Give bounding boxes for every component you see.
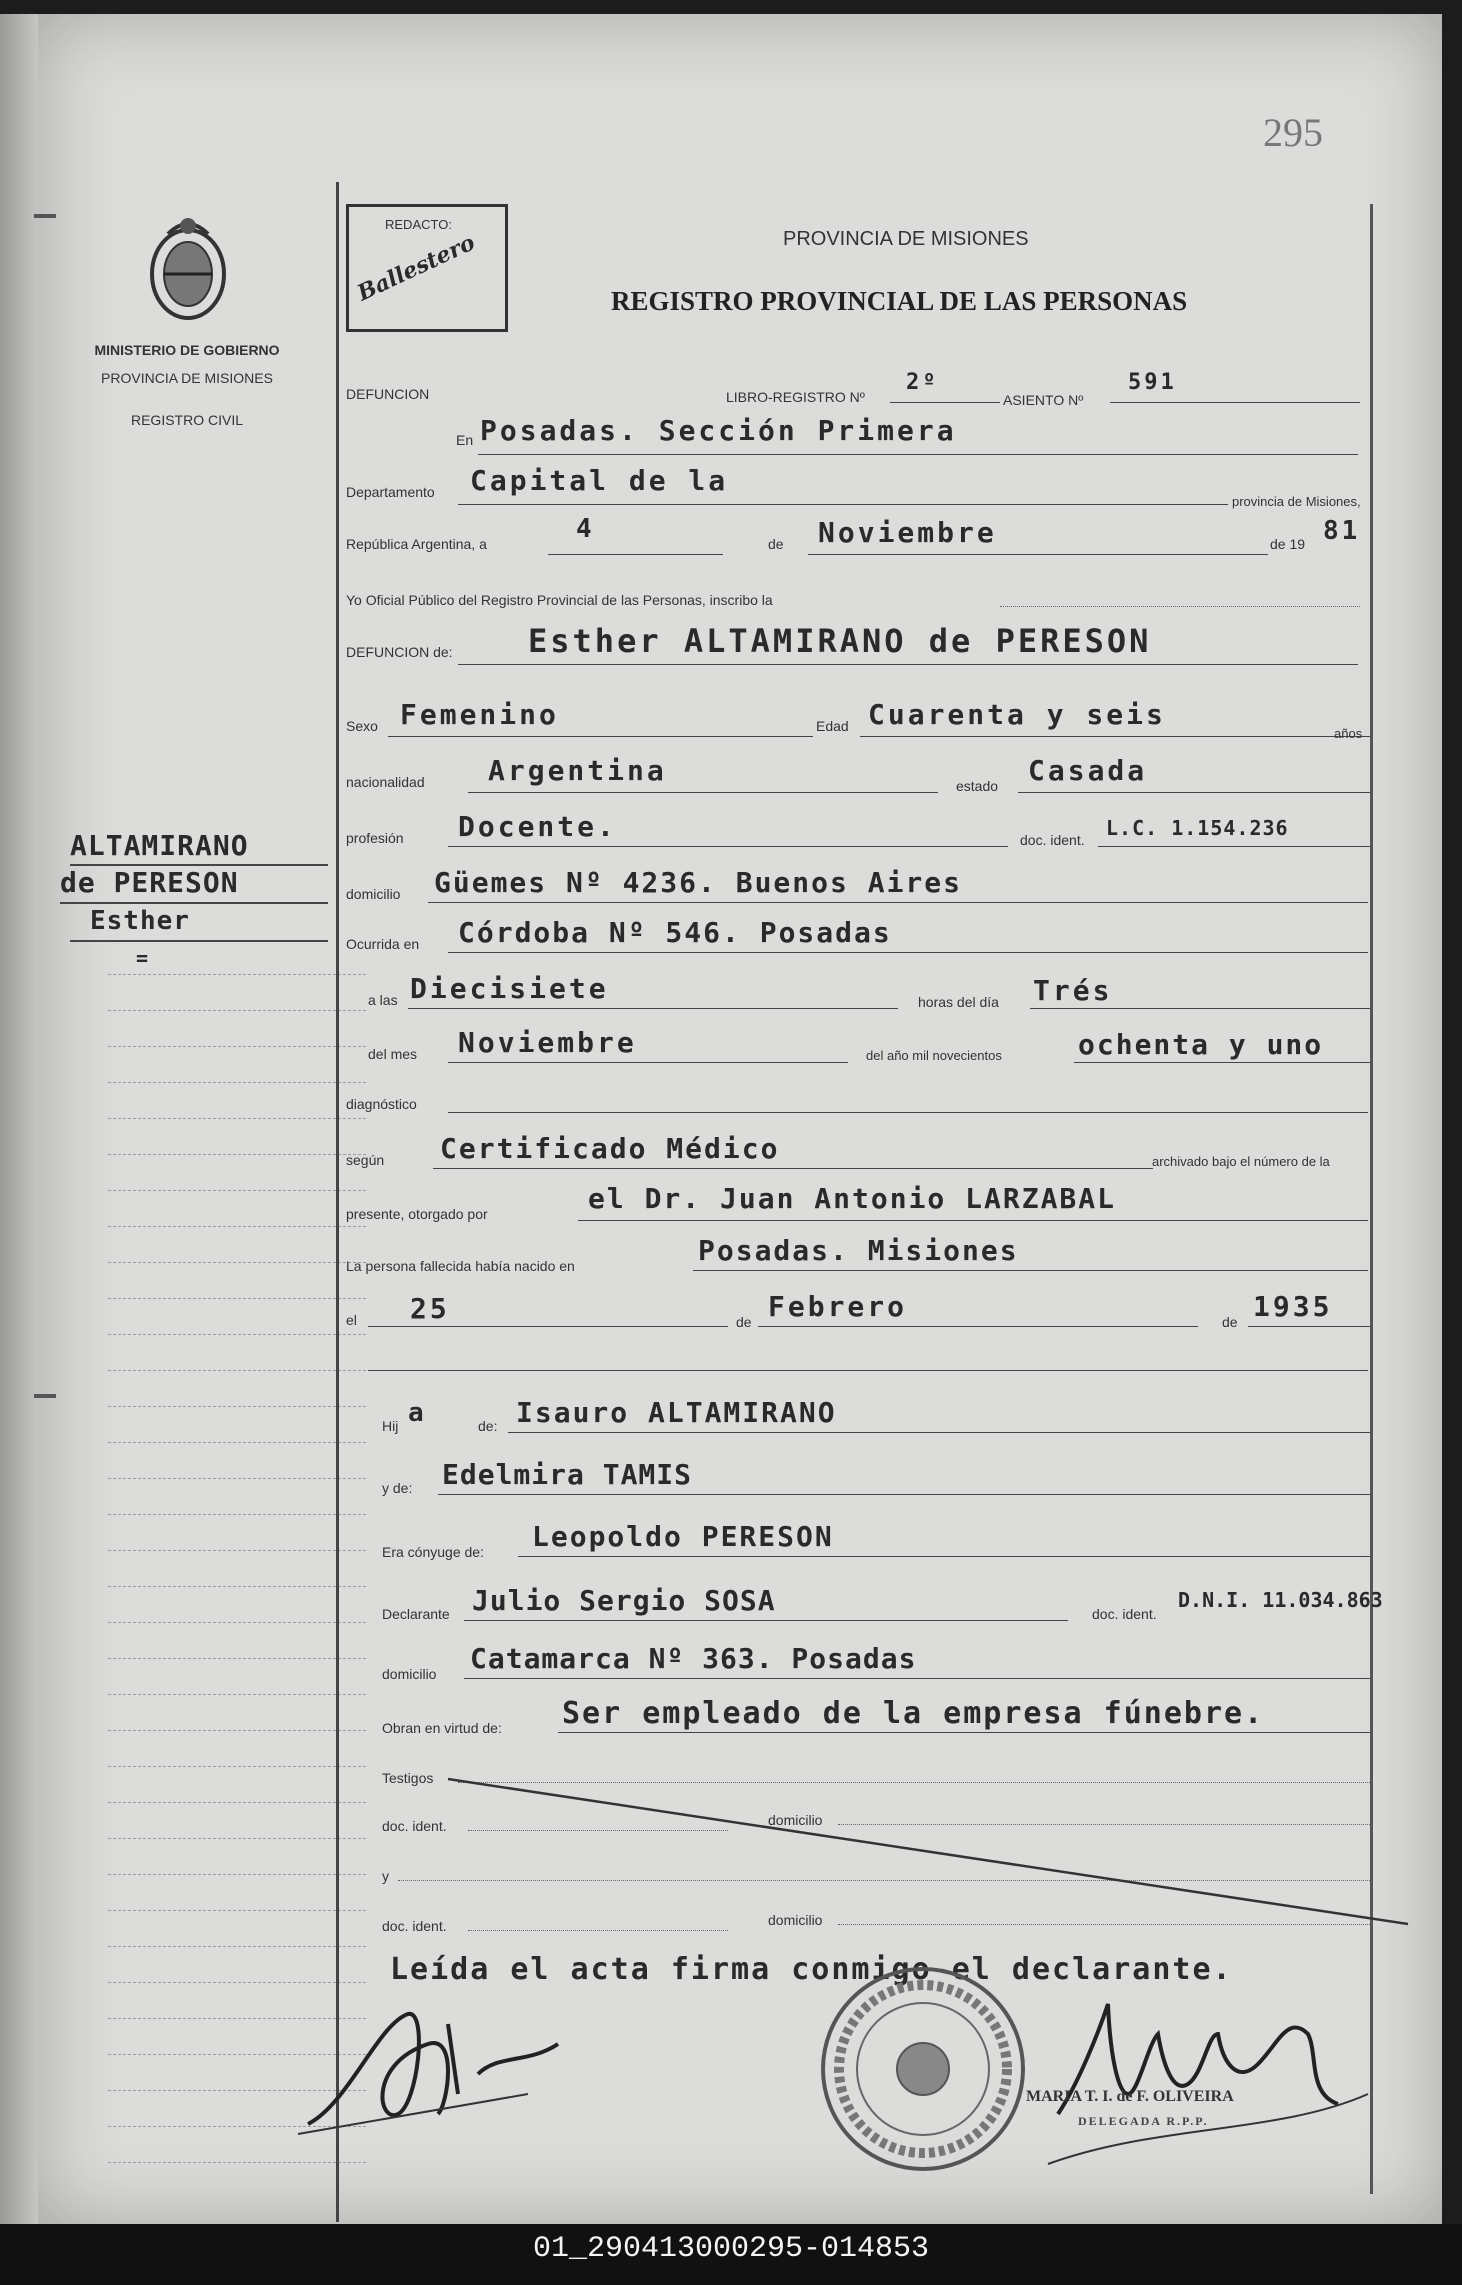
- margin-rule-line: [108, 1514, 366, 1515]
- margin-rule-line: [108, 1406, 366, 1407]
- nac-mes-line: [758, 1326, 1198, 1327]
- segun-value: Certificado Médico: [440, 1132, 780, 1165]
- margin-rule-line: [108, 1010, 366, 1011]
- anio-value: 81: [1323, 516, 1361, 546]
- ocurrida-line: [448, 952, 1368, 953]
- margin-rule-line: [108, 1802, 366, 1803]
- del-mes-value: Noviembre: [458, 1026, 637, 1059]
- horas-value: Trés: [1033, 974, 1113, 1007]
- nac-dia-line: [368, 1326, 728, 1327]
- en-value: Posadas. Sección Primera: [480, 414, 957, 447]
- page-number: 295: [1263, 110, 1323, 155]
- ministry-line-3: REGISTRO CIVIL: [130, 412, 244, 428]
- t-domicilio-label: domicilio: [768, 1812, 823, 1828]
- obran-label: Obran en virtud de:: [382, 1720, 502, 1736]
- margin-rule-line: [108, 1046, 366, 1047]
- margin-rule-line: [108, 1262, 366, 1263]
- conyuge-label: Era cónyuge de:: [382, 1544, 484, 1560]
- doc-ident-label: doc. ident.: [1020, 832, 1085, 848]
- official-seal-icon: [808, 1954, 1038, 2184]
- departamento-label: Departamento: [346, 484, 435, 500]
- ministry-line-2: PROVINCIA DE MISIONES: [101, 370, 273, 386]
- margin-rule-line: [108, 1118, 366, 1119]
- domicilio-label: domicilio: [346, 886, 401, 902]
- testigos-label: Testigos: [382, 1770, 434, 1786]
- segun-line: [433, 1168, 1153, 1169]
- padre-line: [508, 1432, 1370, 1433]
- redacto-label: REDACTO:: [385, 217, 452, 232]
- margin-rule-line: [108, 1910, 366, 1911]
- edad-label: Edad: [816, 718, 849, 734]
- nac-de2-label: de: [1222, 1314, 1238, 1330]
- official-name-stamp: MARIA T. I. de F. OLIVEIRA: [1026, 2088, 1234, 2105]
- asiento-label: ASIENTO Nº: [1003, 392, 1084, 408]
- diagnostico-line: [448, 1112, 1368, 1113]
- diagnostico-label: diagnóstico: [346, 1096, 417, 1112]
- margin-rule-line: [108, 1154, 366, 1155]
- document-page: [38, 14, 1442, 2224]
- estado-label: estado: [956, 778, 999, 794]
- nac-de-label: de: [736, 1314, 752, 1330]
- margin-underline: [70, 940, 328, 942]
- redacto-box: [346, 204, 508, 332]
- official-signature: [1038, 1974, 1378, 2184]
- margin-rule-line: [108, 1946, 366, 1947]
- edad-line: [860, 736, 1370, 737]
- padre-value: Isauro ALTAMIRANO: [516, 1396, 837, 1429]
- nacionalidad-label: nacionalidad: [346, 774, 425, 790]
- margin-rule-line: [108, 1730, 366, 1731]
- libro-line: [890, 402, 1000, 403]
- hij-suffix: a: [408, 1398, 427, 1428]
- margin-rule-line: [108, 1478, 366, 1479]
- margin-rule-line: [108, 1442, 366, 1443]
- presente-label: presente, otorgado por: [346, 1206, 488, 1222]
- nacionalidad-value: Argentina: [488, 754, 667, 787]
- de-19-label: de 19: [1270, 536, 1306, 552]
- margin-rule-line: [108, 1982, 366, 1983]
- el-label: el: [346, 1312, 357, 1328]
- margin-rule-line: [108, 1298, 366, 1299]
- registry-title: REGISTRO PROVINCIAL DE LAS PERSONAS: [611, 286, 1188, 316]
- obran-line: [558, 1732, 1370, 1733]
- madre-value: Edelmira TAMIS: [442, 1458, 693, 1491]
- nac-anio-value: 1935: [1253, 1290, 1333, 1323]
- sexo-value: Femenino: [400, 698, 559, 731]
- profesion-label: profesión: [346, 830, 404, 846]
- margin-rule-line: [108, 1658, 366, 1659]
- sexo-line: [388, 736, 813, 737]
- profesion-value: Docente.: [458, 810, 617, 843]
- margin-surname: ALTAMIRANO: [70, 829, 249, 862]
- coat-of-arms-icon: [146, 214, 230, 324]
- conyuge-line: [518, 1556, 1370, 1557]
- margin-first-name: Esther: [90, 906, 190, 936]
- republica-label: República Argentina, a: [346, 536, 487, 552]
- oficial-dots: [1000, 606, 1360, 607]
- sexo-label: Sexo: [346, 718, 378, 734]
- margin-rule-line: [108, 1766, 366, 1767]
- provincia-suffix: provincia de Misiones,: [1232, 494, 1361, 509]
- declarante-value: Julio Sergio SOSA: [472, 1584, 776, 1617]
- margin-mark: =: [136, 946, 152, 970]
- redacto-signature: Ballestero: [353, 229, 479, 307]
- binding-mark: [34, 214, 56, 218]
- decl-domicilio-value: Catamarca Nº 363. Posadas: [470, 1642, 917, 1675]
- province-header: PROVINCIA DE MISIONES: [783, 228, 1029, 250]
- page-binding-edge: [0, 14, 40, 2224]
- defuncion-label: DEFUNCION: [346, 386, 430, 402]
- nacido-line: [693, 1270, 1368, 1271]
- margin-rule-line: [108, 1874, 366, 1875]
- del-anio-label: del año mil novecientos: [866, 1048, 1002, 1063]
- defuncion-de-value: Esther ALTAMIRANO de PERESON: [528, 622, 1152, 660]
- mes-line: [808, 554, 1268, 555]
- de-label: de: [768, 536, 784, 552]
- a-las-label: a las: [368, 992, 398, 1008]
- ocurrida-label: Ocurrida en: [346, 936, 420, 952]
- decl-doc-label: doc. ident.: [1092, 1606, 1157, 1622]
- margin-underline: [60, 902, 328, 904]
- margin-rule-line: [108, 1586, 366, 1587]
- margin-rule-line: [108, 974, 366, 975]
- segun-label: según: [346, 1152, 385, 1168]
- ministry-line-1: MINISTERIO DE GOBIERNO: [94, 342, 280, 358]
- profesion-line: [448, 846, 1008, 847]
- del-mes-label: del mes: [368, 1046, 418, 1062]
- presente-value: el Dr. Juan Antonio LARZABAL: [588, 1182, 1117, 1215]
- margin-rule-line: [108, 1694, 366, 1695]
- defuncion-de-label: DEFUNCION de:: [346, 644, 453, 660]
- declarant-signature: [288, 1984, 588, 2154]
- dia-line: [548, 554, 723, 555]
- anios-label: años: [1334, 726, 1363, 741]
- archivado-label: archivado bajo el número de la: [1152, 1154, 1330, 1169]
- margin-rule-line: [108, 1550, 366, 1551]
- form-left-border: [336, 182, 339, 2222]
- decl-domicilio-line: [464, 1678, 1370, 1679]
- oficial-text: Yo Oficial Público del Registro Provincial de las Personas, inscribo la: [346, 592, 773, 608]
- conyuge-value: Leopoldo PERESON: [532, 1520, 834, 1553]
- defuncion-de-line: [458, 664, 1358, 665]
- dia-value: 4: [576, 514, 595, 544]
- departamento-value: Capital de la: [470, 464, 729, 497]
- y-de-label: y de:: [382, 1480, 413, 1496]
- nac-anio-line: [1248, 1326, 1370, 1327]
- nacido-value: Posadas. Misiones: [698, 1234, 1019, 1267]
- edad-value: Cuarenta y seis: [868, 698, 1166, 731]
- y-label: y: [382, 1868, 389, 1884]
- asiento-line: [1110, 402, 1360, 403]
- decl-domicilio-label: domicilio: [382, 1666, 437, 1682]
- mes-value: Noviembre: [818, 516, 997, 549]
- obran-value: Ser empleado de la empresa fúnebre.: [562, 1696, 1265, 1731]
- declarante-label: Declarante: [382, 1606, 450, 1622]
- nac-dia-value: 25: [410, 1292, 450, 1325]
- libro-value: 2º: [906, 370, 939, 395]
- margin-rule-line: [108, 2162, 366, 2163]
- margin-rule-line: [108, 1370, 366, 1371]
- estado-value: Casada: [1028, 754, 1148, 787]
- t-doc-label: doc. ident.: [382, 1818, 447, 1834]
- margin-rule-line: [108, 1838, 366, 1839]
- nacionalidad-line: [468, 792, 938, 793]
- t2-domicilio-label: domicilio: [768, 1912, 823, 1928]
- nacido-label: La persona fallecida había nacido en: [346, 1258, 575, 1274]
- ocurrida-value: Córdoba Nº 546. Posadas: [458, 916, 892, 949]
- binding-mark: [34, 1394, 56, 1398]
- blank-line: [368, 1370, 1368, 1371]
- a-las-value: Diecisiete: [410, 972, 609, 1005]
- hij-label: Hij: [382, 1418, 399, 1434]
- presente-line: [578, 1220, 1368, 1221]
- doc-ident-value: L.C. 1.154.236: [1106, 816, 1289, 840]
- closing-text: Leída el acta firma conmigo el declarante.: [390, 1952, 1233, 1987]
- declarante-line: [464, 1620, 1068, 1621]
- official-title-stamp: DELEGADA R.P.P.: [1078, 2114, 1209, 2128]
- estado-line: [1018, 792, 1370, 793]
- del-anio-line: [1074, 1062, 1370, 1063]
- margin-rule-line: [108, 1190, 366, 1191]
- a-las-line: [408, 1008, 898, 1009]
- doc-ident-line: [1098, 846, 1370, 847]
- domicilio-line: [428, 902, 1368, 903]
- madre-line: [438, 1494, 1370, 1495]
- cancel-diagonal-line: [438, 1764, 1418, 1944]
- domicilio-value: Güemes Nº 4236. Buenos Aires: [434, 866, 963, 899]
- margin-rule-line: [108, 1226, 366, 1227]
- margin-rule-line: [108, 1082, 366, 1083]
- margin-married-name: de PERESON: [60, 866, 239, 899]
- asiento-value: 591: [1128, 370, 1177, 395]
- t2-doc-label: doc. ident.: [382, 1918, 447, 1934]
- hij-de-label: de:: [478, 1418, 498, 1434]
- del-mes-line: [448, 1062, 848, 1063]
- del-anio-value: ochenta y uno: [1078, 1028, 1324, 1061]
- en-label: En: [456, 432, 474, 448]
- margin-rule-line: [108, 1622, 366, 1623]
- nac-mes-value: Febrero: [768, 1290, 908, 1323]
- margin-rule-line: [108, 1334, 366, 1335]
- horas-line: [1030, 1008, 1370, 1009]
- decl-doc-value: D.N.I. 11.034.863: [1178, 1588, 1383, 1612]
- image-identifier: 01_290413000295-014853: [532, 2232, 930, 2266]
- libro-label: LIBRO-REGISTRO Nº: [726, 389, 865, 405]
- en-line: [478, 454, 1358, 455]
- departamento-line: [458, 504, 1228, 505]
- horas-label: horas del día: [918, 994, 999, 1010]
